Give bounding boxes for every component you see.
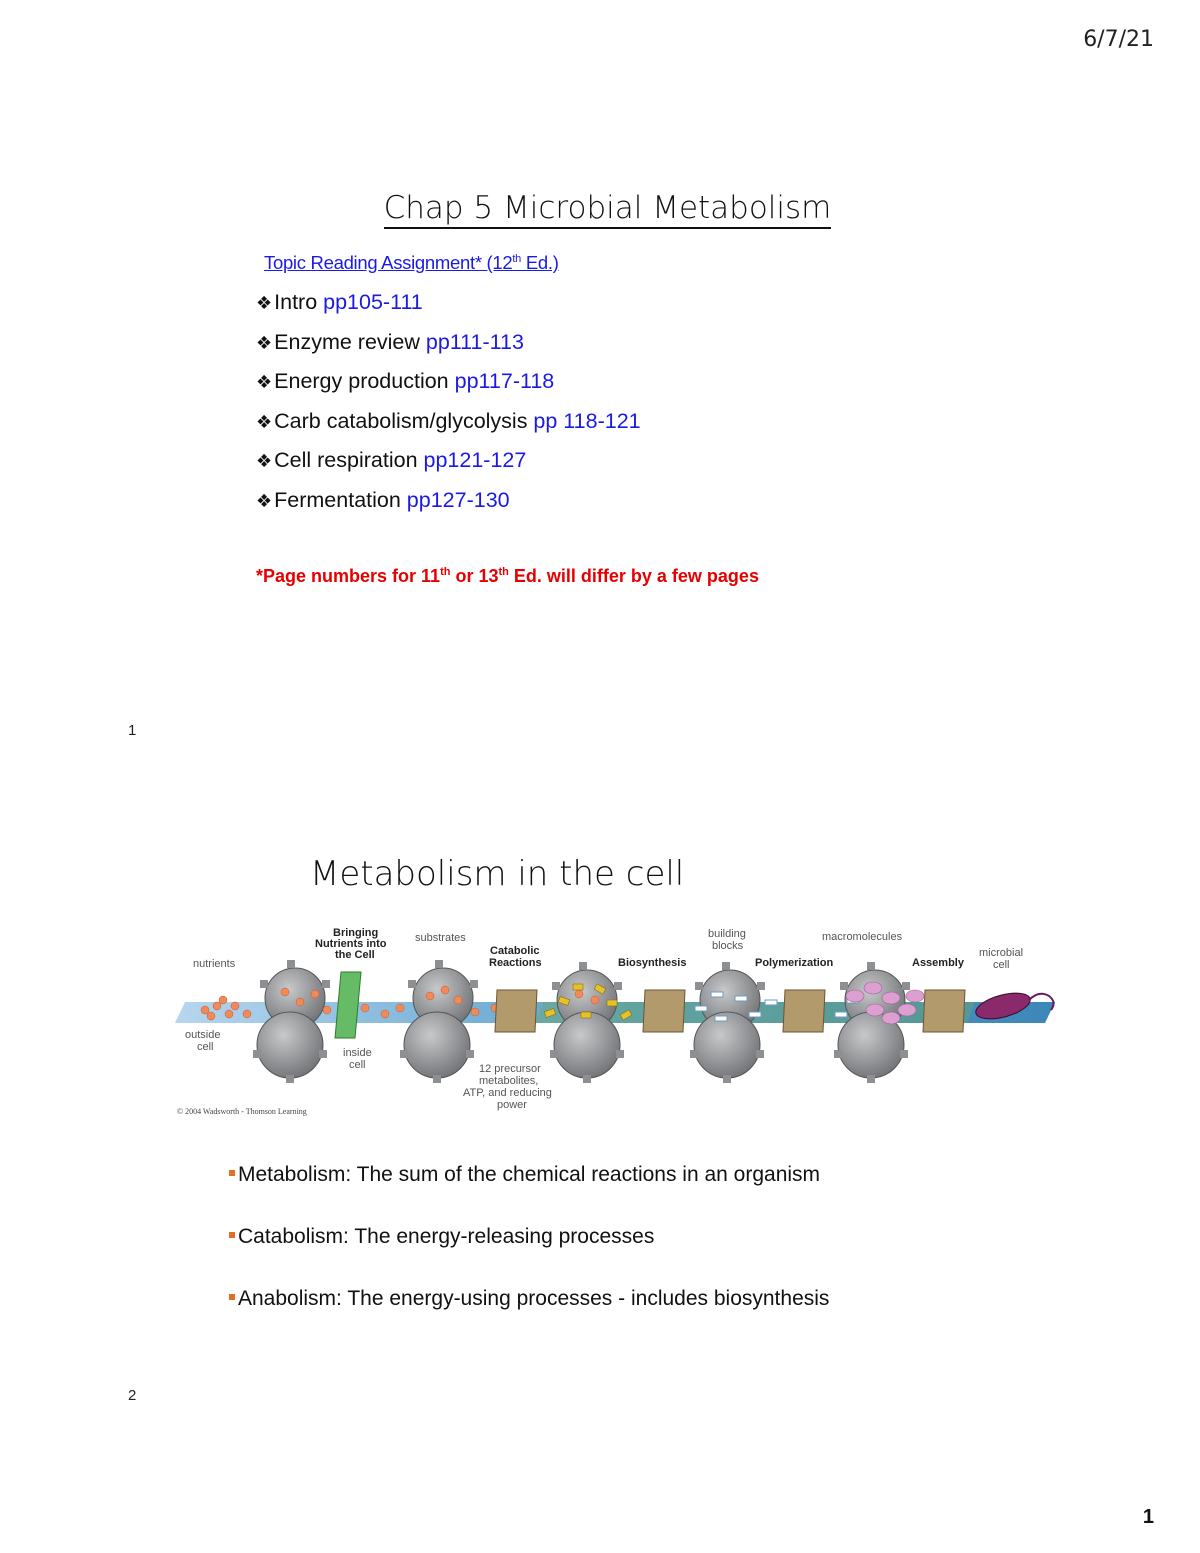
metabolism-diagram bbox=[175, 920, 1055, 1118]
definition-item: Catabolism: The energy-releasing processes bbox=[229, 1222, 829, 1284]
diamond-bullet-icon: ❖ bbox=[256, 490, 273, 512]
slide1-title: Chap 5 Microbial Metabolism bbox=[0, 190, 1200, 226]
label-precursor: 12 precursor metabolites, ATP, and reducing power bbox=[463, 1063, 552, 1111]
page-range: pp111-113 bbox=[425, 329, 524, 354]
page-range: pp117-118 bbox=[454, 369, 555, 393]
label-substrates: substrates bbox=[415, 932, 466, 944]
square-bullet-icon bbox=[229, 1232, 235, 1238]
page-range: pp121-127 bbox=[423, 448, 527, 472]
topic-item: ❖Intro pp105-111 bbox=[256, 290, 423, 314]
topic-item: ❖Fermentation pp127-130 bbox=[256, 487, 510, 512]
label-outside-cell: outside cell bbox=[185, 1029, 221, 1053]
header-date: 6/7/21 bbox=[1083, 27, 1154, 52]
label-nutrients: nutrients bbox=[193, 958, 236, 970]
page-number: 1 bbox=[1142, 1506, 1154, 1528]
topic-item: ❖Carb catabolism/glycolysis pp 118-121 bbox=[256, 408, 641, 433]
membrane-transporter bbox=[335, 972, 361, 1038]
slide-number: 2 bbox=[128, 1387, 137, 1404]
definition-item: Anabolism: The energy-using processes - includes biosynthesis bbox=[229, 1284, 829, 1346]
topic-list bbox=[256, 288, 641, 525]
label-microbial-cell: microbial cell bbox=[979, 947, 1024, 971]
label-assembly: Assembly bbox=[912, 957, 964, 969]
slide2-title: Metabolism in the cell bbox=[310, 854, 685, 894]
definition-item: Metabolism: The sum of the chemical reactions in an organism bbox=[229, 1160, 829, 1222]
square-bullet-icon bbox=[229, 1170, 235, 1176]
edition-note: *Page numbers for 11th or 13th Ed. will differ by a few pages bbox=[256, 566, 759, 586]
label-building-blocks: building blocks bbox=[708, 928, 746, 952]
label-biosynthesis: Biosynthesis bbox=[618, 957, 687, 969]
diamond-bullet-icon: ❖ bbox=[256, 451, 273, 472]
label-inside-cell: inside cell bbox=[343, 1047, 372, 1071]
topic-item: ❖Energy production pp117-118 bbox=[256, 369, 555, 393]
label-catabolic-reactions: Catabolic Reactions bbox=[489, 945, 542, 969]
diagram-copyright: © 2004 Wadsworth - Thomson Learning bbox=[177, 1107, 307, 1116]
definition-list bbox=[229, 1160, 829, 1346]
topic-item: ❖Cell respiration pp121-127 bbox=[256, 448, 527, 472]
diamond-bullet-icon: ❖ bbox=[256, 372, 273, 393]
label-polymerization: Polymerization bbox=[755, 957, 834, 969]
square-bullet-icon bbox=[229, 1294, 235, 1300]
page-range: pp 118-121 bbox=[533, 408, 641, 433]
diamond-bullet-icon: ❖ bbox=[256, 411, 273, 433]
slide-number: 1 bbox=[128, 722, 137, 739]
topic-item: ❖Enzyme review pp111-113 bbox=[256, 329, 524, 354]
diamond-bullet-icon: ❖ bbox=[256, 332, 273, 354]
reading-assignment-link[interactable]: Topic Reading Assignment* (12th Ed.) bbox=[264, 252, 559, 273]
page-range: pp105-111 bbox=[323, 290, 423, 314]
page-range: pp127-130 bbox=[406, 487, 510, 512]
diamond-bullet-icon: ❖ bbox=[256, 293, 273, 314]
label-macromolecules: macromolecules bbox=[822, 931, 903, 943]
label-bringing-nutrients: Bringing Nutrients into the Cell bbox=[315, 927, 387, 961]
